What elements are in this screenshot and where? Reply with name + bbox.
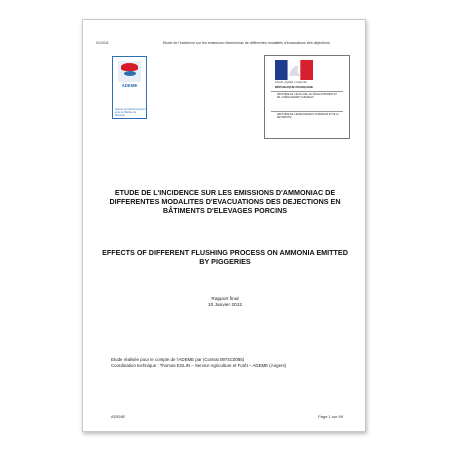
- ministry-ecology: MINISTÈRE DE L'ÉCOLOGIE, DU DÉVELOPPEMENT ET DE L'AMÉNAGEMENT DURABLES: [277, 94, 337, 99]
- ademe-logo-name: ADEME: [121, 83, 138, 88]
- ministry-education: MINISTÈRE DE L'ENSEIGNEMENT SUPÉRIEUR ET DE LA RECHERCHE: [277, 114, 339, 119]
- republique-francaise-logo: [264, 55, 350, 139]
- republic-divider: [271, 91, 343, 92]
- footer-organization: ADEME: [111, 414, 126, 419]
- title-french: ETUDE DE L'INCIDENCE SUR LES EMISSIONS D'AMMONIAC DE DIFFERENTES MODALITES D'EVACUATIONS DES DEJECTIONS EN BÂTIMENTS D'ELEVAGES PORCINS: [109, 188, 341, 216]
- document-page: [82, 19, 366, 432]
- ademe-swoosh-red: [121, 63, 138, 71]
- title-english: EFFECTS OF DIFFERENT FLUSHING PROCESS ON AMMONIA EMITTED BY PIGGERIES: [102, 248, 348, 267]
- header-number: 01/2011: [96, 41, 109, 45]
- study-info: [111, 357, 286, 369]
- republic-divider: [271, 111, 343, 112]
- study-contract-line: Etude réalisée pour le compte de l'ADEME par (Contrat 0974C0085): [111, 357, 245, 362]
- ademe-logo: [112, 56, 147, 119]
- study-coordination-line: Coordination technique : Thomas EGLIN – Service Agriculture et Forêt – ADEME (Angers): [111, 363, 287, 369]
- ademe-swoosh-blue: [124, 71, 136, 76]
- ademe-emblem-icon: [118, 61, 141, 82]
- republic-name: RÉPUBLIQUE FRANÇAISE: [275, 85, 314, 89]
- header-title: Etude de l'incidence sur les emissions d'ammoniac de différentes modalités d'évacuations des déjections: [163, 41, 330, 45]
- ademe-logo-tagline: Agence de l'Environnement et de la Maîtrise de l'Énergie: [115, 108, 146, 117]
- report-type: Rapport final: [211, 297, 239, 302]
- report-info: [97, 297, 353, 310]
- report-date: 10 Janvier 2012: [207, 303, 243, 309]
- republic-motto: Liberté • Égalité • Fraternité: [275, 81, 307, 84]
- footer-page-number: Page 1 sur 99: [318, 414, 343, 419]
- marianne-flag-icon: [275, 60, 313, 80]
